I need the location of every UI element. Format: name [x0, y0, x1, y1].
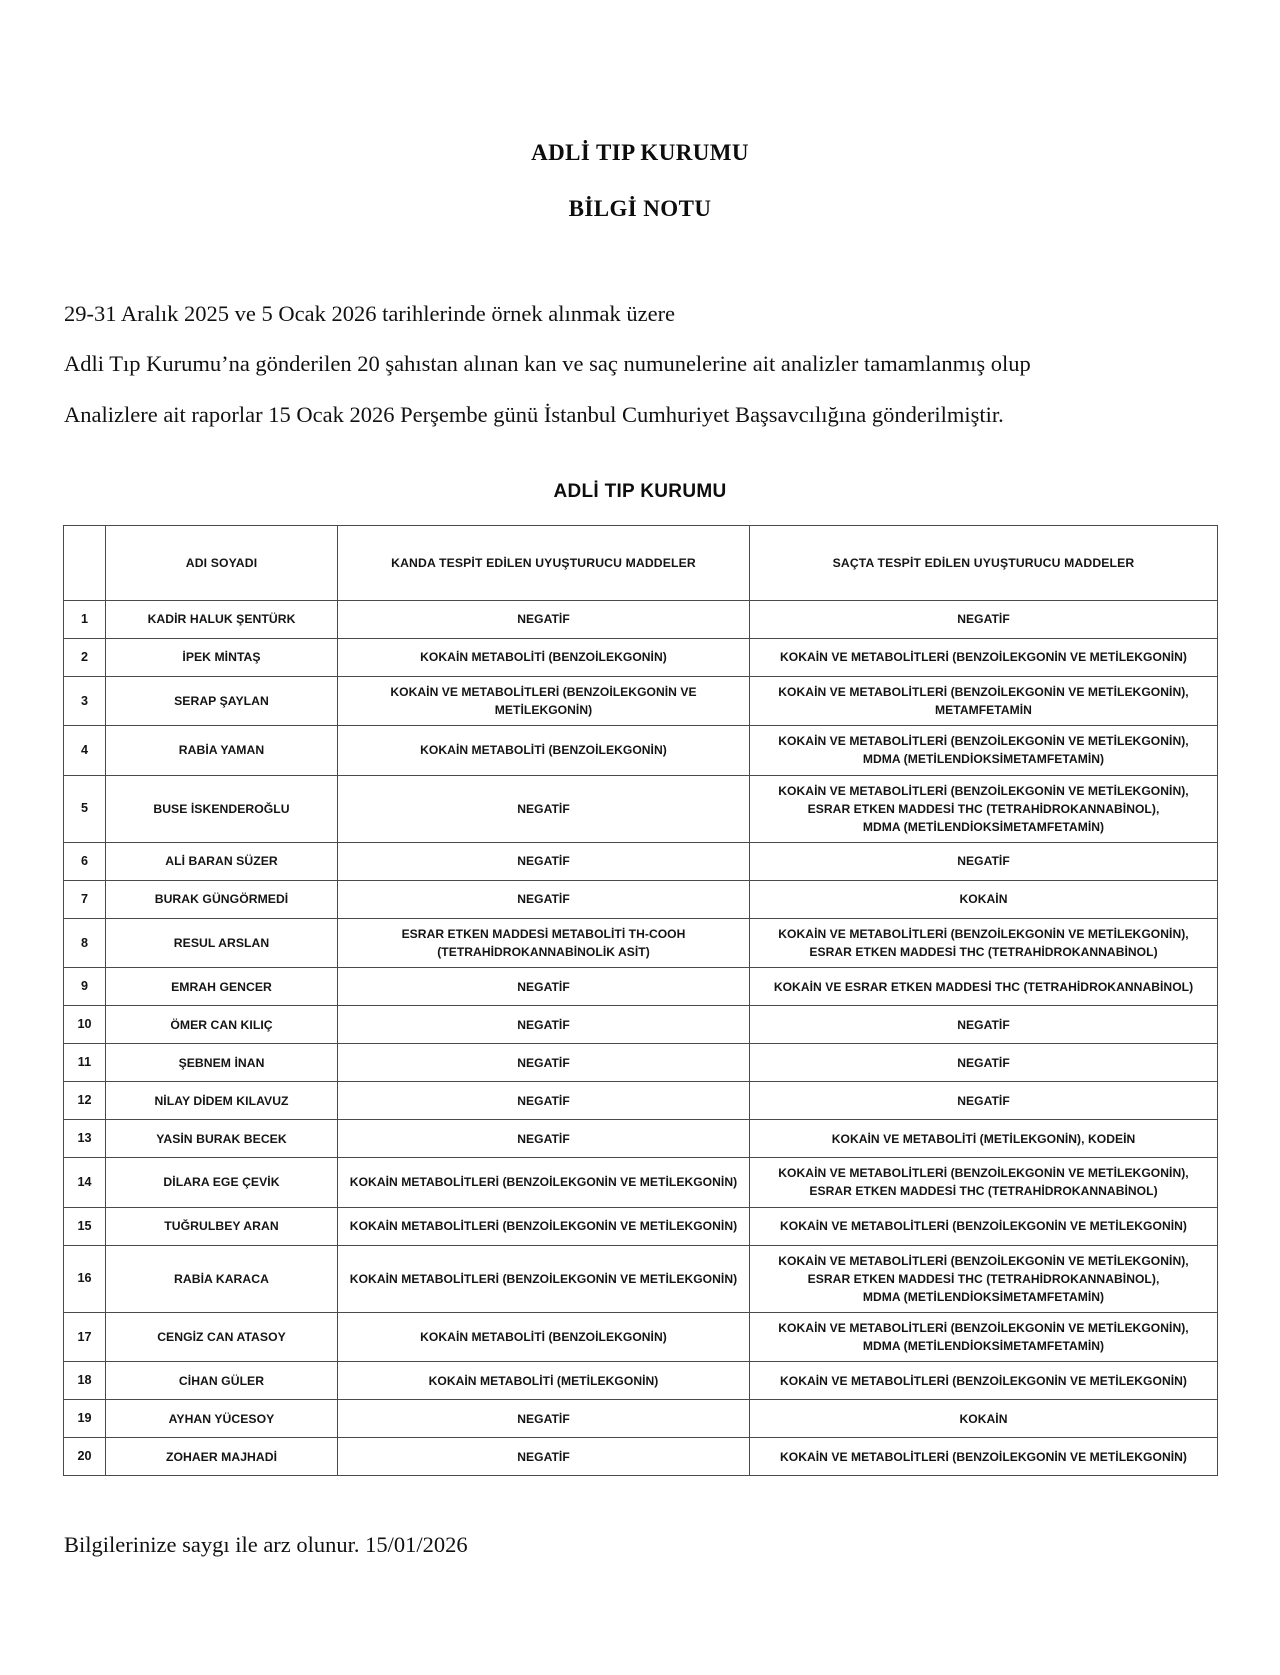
- blood-result-line: KOKAİN VE METABOLİTLERİ (BENZOİLEKGONİN VE METİLEKGONİN): [390, 685, 697, 718]
- row-number: 15: [64, 1207, 106, 1245]
- blood-result-line: (TETRAHİDROKANNABİNOLİK ASİT): [437, 945, 650, 960]
- table-container: [0, 525, 1280, 1476]
- person-name: RABİA YAMAN: [106, 726, 338, 775]
- column-header-row-number: [64, 526, 106, 601]
- hair-result-line: KOKAİN VE METABOLİTLERİ (BENZOİLEKGONİN VE METİLEKGONİN),: [778, 1253, 1189, 1268]
- blood-result-line: KOKAİN METABOLİTLERİ (BENZOİLEKGONİN VE METİLEKGONİN): [349, 1271, 738, 1286]
- column-header-hair-line-2: UYUŞTURUCU MADDELER: [973, 555, 1135, 570]
- hair-result-line: KOKAİN VE METABOLİTLERİ (BENZOİLEKGONİN VE METİLEKGONİN),: [778, 1321, 1189, 1335]
- person-name: SERAP ŞAYLAN: [106, 677, 338, 726]
- document-header: [0, 0, 1280, 222]
- table-row: [64, 1044, 1218, 1082]
- blood-result: [338, 968, 750, 1006]
- hair-result-line: KOKAİN VE METABOLİTLERİ (BENZOİLEKGONİN VE METİLEKGONİN): [779, 1219, 1188, 1233]
- hair-result: [750, 775, 1218, 842]
- row-number: 10: [64, 1006, 106, 1044]
- blood-result-line: KOKAİN METABOLİTİ (BENZOİLEKGONİN): [420, 650, 667, 665]
- person-name: CİHAN GÜLER: [106, 1362, 338, 1400]
- table-row: [64, 726, 1218, 775]
- table-header: [64, 526, 1218, 601]
- hair-result-line: ESRAR ETKEN MADDESİ THC (TETRAHİDROKANNABİNOL),: [807, 801, 1160, 816]
- hair-result: [750, 677, 1218, 726]
- person-name: AYHAN YÜCESOY: [106, 1400, 338, 1438]
- hair-result-line: KOKAİN VE METABOLİTLERİ (BENZOİLEKGONİN VE METİLEKGONİN),: [778, 685, 1189, 700]
- hair-result-line: KOKAİN: [959, 1411, 1008, 1426]
- person-name: DİLARA EGE ÇEVİK: [106, 1158, 338, 1207]
- person-name: TUĞRULBEY ARAN: [106, 1207, 338, 1245]
- table-caption: ADLİ TIP KURUMU: [553, 481, 727, 503]
- row-number: 5: [64, 775, 106, 842]
- hair-result: [750, 1245, 1218, 1312]
- table-row: [64, 601, 1218, 639]
- row-number: 11: [64, 1044, 106, 1082]
- row-number: 4: [64, 726, 106, 775]
- hair-result: [750, 1044, 1218, 1082]
- hair-result: [750, 843, 1218, 881]
- blood-result-line: KOKAİN METABOLİTLERİ (BENZOİLEKGONİN VE METİLEKGONİN): [349, 1219, 738, 1233]
- row-number: 18: [64, 1362, 106, 1400]
- hair-result: [750, 1313, 1218, 1362]
- table-row: [64, 1400, 1218, 1438]
- hair-result: [750, 1207, 1218, 1245]
- row-number: 12: [64, 1082, 106, 1120]
- body-paragraph-line-1: 29-31 Aralık 2025 ve 5 Ocak 2026 tarihlerinde örnek alınmak üzere: [64, 301, 676, 326]
- blood-result: [338, 1400, 750, 1438]
- blood-result: [338, 881, 750, 919]
- row-number: 9: [64, 968, 106, 1006]
- person-name: RABİA KARACA: [106, 1245, 338, 1312]
- hair-result-line: KOKAİN VE METABOLİTLERİ (BENZOİLEKGONİN VE METİLEKGONİN),: [778, 1166, 1189, 1181]
- row-number: 16: [64, 1245, 106, 1312]
- blood-result: [338, 601, 750, 639]
- hair-result: [750, 726, 1218, 775]
- hair-result: [750, 1006, 1218, 1044]
- column-header-blood: [338, 526, 750, 601]
- table-row: [64, 639, 1218, 677]
- blood-result-line: KOKAİN METABOLİTİ (BENZOİLEKGONİN): [420, 1330, 667, 1345]
- blood-result: [338, 1006, 750, 1044]
- blood-result-line: NEGATİF: [517, 854, 570, 869]
- hair-result-line: ESRAR ETKEN MADDESİ THC (TETRAHİDROKANNABİNOL): [809, 1184, 1158, 1199]
- hair-result-line: NEGATİF: [957, 1093, 1010, 1108]
- row-number: 17: [64, 1313, 106, 1362]
- hair-result: [750, 1400, 1218, 1438]
- table-row: [64, 919, 1218, 968]
- blood-result: [338, 1082, 750, 1120]
- table-row: [64, 1082, 1218, 1120]
- hair-result-line: NEGATİF: [957, 1055, 1010, 1070]
- row-number: 7: [64, 881, 106, 919]
- blood-result-line: NEGATİF: [517, 892, 570, 907]
- blood-result: [338, 1362, 750, 1400]
- hair-result: [750, 1082, 1218, 1120]
- blood-result-line: KOKAİN METABOLİTLERİ (BENZOİLEKGONİN VE METİLEKGONİN): [349, 1175, 738, 1190]
- hair-result-line: NEGATİF: [957, 854, 1010, 869]
- person-name: ALİ BARAN SÜZER: [106, 843, 338, 881]
- hair-result-line: KOKAİN VE METABOLİTLERİ (BENZOİLEKGONİN VE METİLEKGONİN),: [778, 783, 1189, 798]
- person-name: KADİR HALUK ŞENTÜRK: [106, 601, 338, 639]
- person-name: ZOHAER MAJHADİ: [106, 1438, 338, 1476]
- row-number: 13: [64, 1120, 106, 1158]
- hair-result: [750, 1362, 1218, 1400]
- hair-result-line: MDMA (METİLENDİOKSİMETAMFETAMİN): [862, 1289, 1105, 1304]
- hair-result: [750, 1438, 1218, 1476]
- person-name: ŞEBNEM İNAN: [106, 1044, 338, 1082]
- blood-result: [338, 775, 750, 842]
- person-name: BURAK GÜNGÖRMEDİ: [106, 881, 338, 919]
- blood-result-line: KOKAİN METABOLİTİ (BENZOİLEKGONİN): [420, 743, 667, 758]
- hair-result: [750, 968, 1218, 1006]
- blood-result: [338, 1245, 750, 1312]
- blood-result: [338, 639, 750, 677]
- hair-result-line: KOKAİN VE METABOLİTLERİ (BENZOİLEKGONİN VE METİLEKGONİN): [779, 650, 1188, 665]
- column-header-blood-line-1: KANDA TESPİT EDİLEN: [391, 555, 532, 570]
- hair-result-line: KOKAİN VE METABOLİTLERİ (BENZOİLEKGONİN VE METİLEKGONİN): [779, 1373, 1188, 1388]
- hair-result-line: ESRAR ETKEN MADDESİ THC (TETRAHİDROKANNABİNOL),: [807, 1271, 1160, 1286]
- hair-result: [750, 881, 1218, 919]
- hair-result-line: ESRAR ETKEN MADDESİ THC (TETRAHİDROKANNABİNOL): [809, 945, 1158, 960]
- table-row: [64, 1120, 1218, 1158]
- person-name: CENGİZ CAN ATASOY: [106, 1313, 338, 1362]
- blood-result: [338, 1207, 750, 1245]
- blood-result: [338, 1044, 750, 1082]
- column-header-blood-line-2: UYUŞTURUCU MADDELER: [535, 555, 696, 570]
- hair-result: [750, 919, 1218, 968]
- blood-result-line: ESRAR ETKEN MADDESİ METABOLİTİ TH-COOH: [401, 927, 686, 942]
- blood-result-line: NEGATİF: [517, 1411, 570, 1426]
- document-title-secondary: BİLGİ NOTU: [568, 196, 712, 221]
- blood-result: [338, 1313, 750, 1362]
- table-row: [64, 1245, 1218, 1312]
- blood-result-line: NEGATİF: [517, 1449, 570, 1464]
- blood-result: [338, 1438, 750, 1476]
- column-header-hair-line-1: SAÇTA TESPİT EDİLEN: [832, 555, 971, 570]
- table-row: [64, 1158, 1218, 1207]
- person-name: İPEK MİNTAŞ: [106, 639, 338, 677]
- person-name: NİLAY DİDEM KILAVUZ: [106, 1082, 338, 1120]
- body-paragraph-line-2: Adli Tıp Kurumu’na gönderilen 20 şahıstan alınan kan ve saç numunelerine ait analizler tamamlanmış olup: [64, 351, 1031, 377]
- hair-result-line: METAMFETAMİN: [935, 703, 1032, 718]
- hair-result-line: KOKAİN VE METABOLİTLERİ (BENZOİLEKGONİN VE METİLEKGONİN),: [778, 927, 1189, 942]
- hair-result-line: KOKAİN VE METABOLİTLERİ (BENZOİLEKGONİN VE METİLEKGONİN): [779, 1449, 1188, 1464]
- blood-result: [338, 726, 750, 775]
- blood-result-line: NEGATİF: [517, 1093, 570, 1108]
- table-row: [64, 677, 1218, 726]
- document-title-primary: ADLİ TIP KURUMU: [531, 140, 749, 165]
- row-number: 1: [64, 601, 106, 639]
- blood-result-line: NEGATİF: [517, 1017, 570, 1032]
- row-number: 6: [64, 843, 106, 881]
- blood-result-line: NEGATİF: [517, 1131, 570, 1146]
- blood-result: [338, 1158, 750, 1207]
- blood-result-line: KOKAİN METABOLİTİ (METİLEKGONİN): [428, 1373, 659, 1388]
- hair-result-line: MDMA (METİLENDİOKSİMETAMFETAMİN): [862, 1339, 1105, 1354]
- hair-result-line: NEGATİF: [957, 1017, 1010, 1032]
- table-row: [64, 1362, 1218, 1400]
- table-row: [64, 1438, 1218, 1476]
- blood-result: [338, 919, 750, 968]
- blood-result: [338, 1120, 750, 1158]
- blood-result: [338, 677, 750, 726]
- blood-result: [338, 843, 750, 881]
- row-number: 19: [64, 1400, 106, 1438]
- table-header-row: [64, 526, 1218, 601]
- row-number: 14: [64, 1158, 106, 1207]
- hair-result-line: KOKAİN VE METABOLİTİ (METİLEKGONİN), KODEİN: [831, 1131, 1136, 1146]
- table-body: [64, 601, 1218, 1476]
- hair-result: [750, 639, 1218, 677]
- row-number: 8: [64, 919, 106, 968]
- body-paragraph-line-3: Analizlere ait raporlar 15 Ocak 2026 Perşembe günü İstanbul Cumhuriyet Başsavcılığına gönderilmiştir.: [64, 401, 1004, 427]
- table-row: [64, 1207, 1218, 1245]
- column-header-name: ADI SOYADI: [106, 526, 338, 601]
- hair-result-line: KOKAİN VE ESRAR ETKEN MADDESİ THC (TETRAHİDROKANNABİNOL): [773, 979, 1194, 994]
- hair-result-line: KOKAİN: [959, 892, 1008, 907]
- document-body: [0, 300, 1280, 429]
- person-name: BUSE İSKENDEROĞLU: [106, 775, 338, 842]
- analysis-results-table: [63, 525, 1218, 1476]
- table-row: [64, 881, 1218, 919]
- table-row: [64, 968, 1218, 1006]
- blood-result-line: NEGATİF: [517, 801, 570, 816]
- hair-result-line: MDMA (METİLENDİOKSİMETAMFETAMİN): [862, 752, 1105, 767]
- hair-result-line: NEGATİF: [957, 612, 1010, 627]
- table-row: [64, 1006, 1218, 1044]
- table-row: [64, 1313, 1218, 1362]
- blood-result-line: NEGATİF: [517, 1055, 570, 1070]
- blood-result-line: NEGATİF: [517, 979, 570, 994]
- blood-result-line: NEGATİF: [517, 612, 570, 627]
- person-name: ÖMER CAN KILIÇ: [106, 1006, 338, 1044]
- row-number: 20: [64, 1438, 106, 1476]
- hair-result: [750, 1158, 1218, 1207]
- hair-result: [750, 1120, 1218, 1158]
- hair-result-line: KOKAİN VE METABOLİTLERİ (BENZOİLEKGONİN VE METİLEKGONİN),: [778, 734, 1189, 749]
- person-name: RESUL ARSLAN: [106, 919, 338, 968]
- table-row: [64, 843, 1218, 881]
- row-number: 2: [64, 639, 106, 677]
- hair-result: [750, 601, 1218, 639]
- person-name: YASİN BURAK BECEK: [106, 1120, 338, 1158]
- document-footer: Bilgilerinize saygı ile arz olunur. 15/01/2026: [64, 1532, 468, 1558]
- person-name: EMRAH GENCER: [106, 968, 338, 1006]
- table-row: [64, 775, 1218, 842]
- column-header-hair: [750, 526, 1218, 601]
- hair-result-line: MDMA (METİLENDİOKSİMETAMFETAMİN): [862, 819, 1105, 834]
- row-number: 3: [64, 677, 106, 726]
